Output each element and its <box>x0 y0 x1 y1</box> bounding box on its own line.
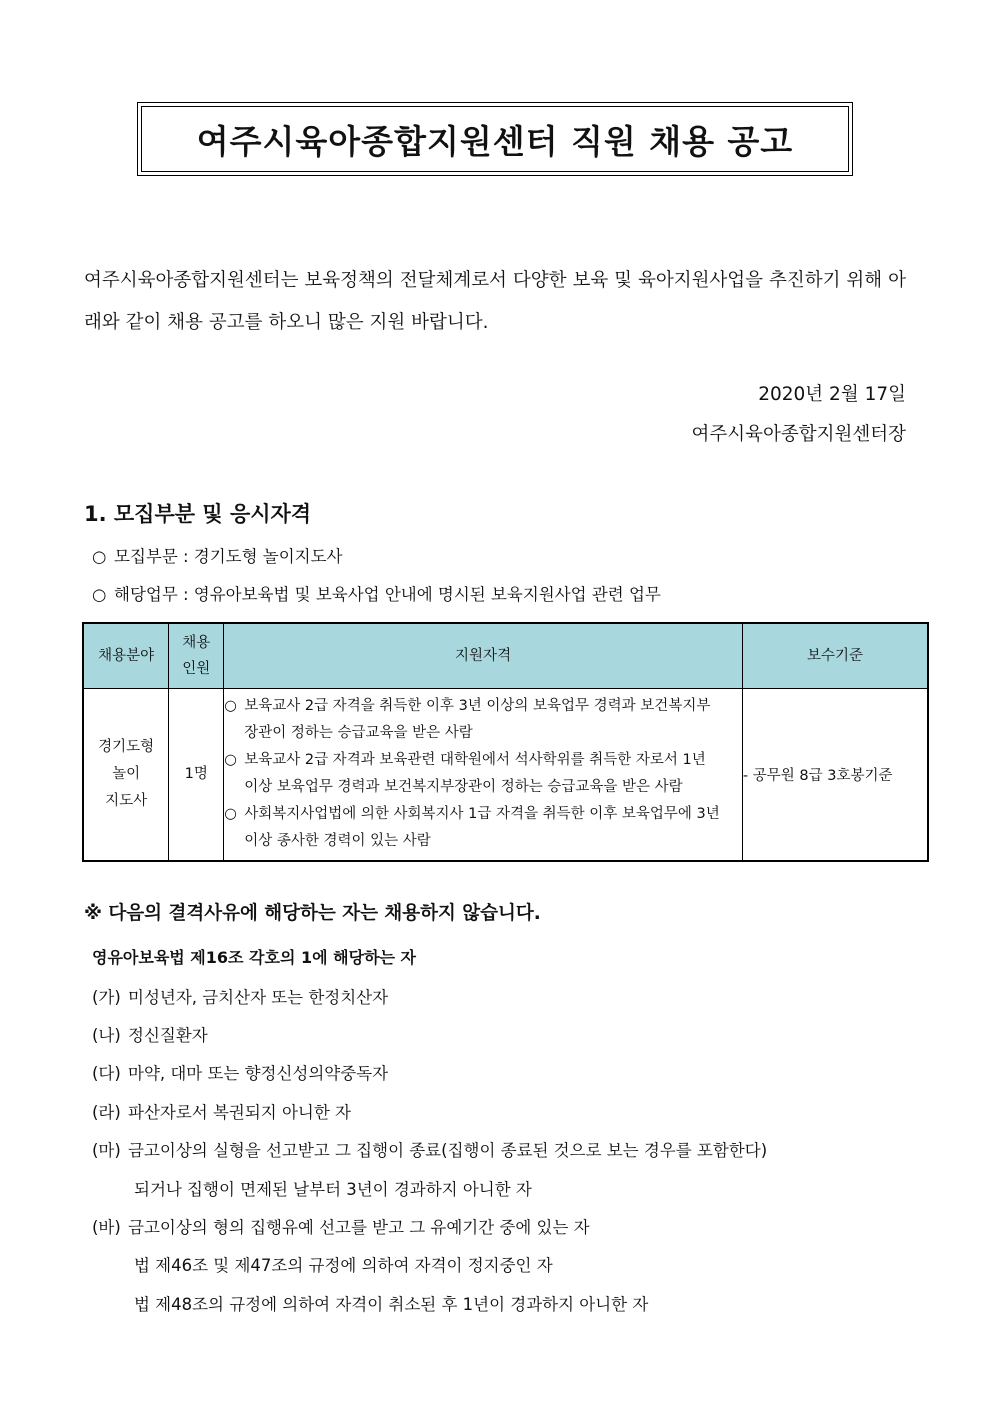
item-mark: (다) <box>92 1064 121 1083</box>
cell-salary: - 공무원 8급 3호봉기준 <box>742 689 928 861</box>
disqualification-item <box>92 1099 351 1123</box>
cell-field <box>83 689 169 861</box>
qualification-line: 이상 종사한 경력이 있는 사람 <box>244 833 431 850</box>
field-line2: 놀이 <box>112 765 141 782</box>
circle-bullet-icon: ○ <box>224 698 237 715</box>
table-header-row <box>83 623 928 689</box>
qualification-item <box>224 693 742 747</box>
qualification-item <box>224 801 742 855</box>
item-text: 파산자로서 복권되지 아니한 자 <box>128 1103 351 1122</box>
qualification-line: 사회복지사업법에 의한 사회복지사 1급 자격을 취득한 이후 보육업무에 3년 <box>244 806 720 823</box>
item-mark: (바) <box>92 1218 121 1237</box>
item-text: 미성년자, 금치산자 또는 한정치산자 <box>128 988 389 1007</box>
qualification-item <box>224 747 742 801</box>
circle-bullet-icon: ○ <box>224 806 237 823</box>
duty-line <box>92 581 661 605</box>
circle-bullet-icon: ○ <box>224 752 237 769</box>
item-text: 금고이상의 형의 집행유예 선고를 받고 그 유예기간 중에 있는 자 <box>128 1218 590 1237</box>
cell-count: 1명 <box>169 689 224 861</box>
duty-text: 해당업무 : 영유아보육법 및 보육사업 안내에 명시된 보육지원사업 관련 업무 <box>114 585 661 604</box>
circle-bullet-icon: ○ <box>92 585 107 604</box>
field-line1: 경기도형 <box>98 738 155 755</box>
extra-item: 법 제46조 및 제47조의 규정에 의하여 자격이 정지중인 자 <box>134 1256 553 1275</box>
item-continuation: 되거나 집행이 면제된 날부터 3년이 경과하지 아니한 자 <box>134 1180 532 1199</box>
item-text: 마약, 대마 또는 향정신성의약중독자 <box>128 1064 389 1083</box>
circle-bullet-icon: ○ <box>92 547 107 566</box>
item-mark: (나) <box>92 1026 121 1045</box>
item-mark: (라) <box>92 1103 121 1122</box>
field-line3: 지도사 <box>105 792 148 809</box>
disqualification-heading: ※ 다음의 결격사유에 해당하는 자는 채용하지 않습니다. <box>84 903 541 924</box>
header-qualification: 지원자격 <box>224 623 743 689</box>
qualification-line: 이상 보육업무 경력과 보건복지부장관이 정하는 승급교육을 받은 사람 <box>244 779 683 796</box>
recruit-field-text: 모집부문 : 경기도형 놀이지도사 <box>114 547 343 566</box>
cell-qualification <box>224 689 743 861</box>
disqualification-item <box>92 1137 767 1161</box>
announcement-date: 2020년 2월 17일 <box>758 384 906 405</box>
section-heading: 1. 모집부분 및 응시자격 <box>84 502 312 526</box>
table-row <box>83 689 928 861</box>
title-box <box>137 102 853 176</box>
recruit-field-line <box>92 543 343 567</box>
qualification-line: 보육교사 2급 자격과 보육관련 대학원에서 석사학위를 취득한 자로서 1년 <box>244 752 706 769</box>
item-text: 정신질환자 <box>128 1026 208 1045</box>
signer: 여주시육아종합지원센터장 <box>691 424 906 445</box>
recruit-table <box>82 622 929 862</box>
header-count-line2: 인원 <box>182 661 211 677</box>
intro-paragraph: 여주시육아종합지원센터는 보육정책의 전달체계로서 다양한 보육 및 육아지원사업을 추진하기 위해 아래와 같이 채용 공고를 하오니 많은 지원 바랍니다. <box>84 270 906 333</box>
law-reference: 영유아보육법 제16조 각호의 1에 해당하는 자 <box>92 948 417 967</box>
item-mark: (마) <box>92 1141 121 1160</box>
disqualification-item <box>92 1060 388 1084</box>
disqualification-item <box>92 984 388 1008</box>
item-text: 금고이상의 실형을 선고받고 그 집행이 종료(집행이 종료된 것으로 보는 경우를 포함한다) <box>128 1141 768 1160</box>
qualification-line: 장관이 정하는 승급교육을 받은 사람 <box>244 725 473 742</box>
page-title: 여주시육아종합지원센터 직원 채용 공고 <box>141 106 849 172</box>
qualification-line: 보육교사 2급 자격을 취득한 이후 3년 이상의 보육업무 경력과 보건복지부 <box>244 698 711 715</box>
disqualification-item <box>92 1214 590 1238</box>
extra-item: 법 제48조의 규정에 의하여 자격이 취소된 후 1년이 경과하지 아니한 자 <box>134 1295 649 1314</box>
header-count <box>169 623 224 689</box>
header-salary: 보수기준 <box>742 623 928 689</box>
disqualification-item <box>92 1022 208 1046</box>
header-count-line1: 채용 <box>182 635 211 651</box>
header-field: 채용분야 <box>83 623 169 689</box>
item-mark: (가) <box>92 988 121 1007</box>
